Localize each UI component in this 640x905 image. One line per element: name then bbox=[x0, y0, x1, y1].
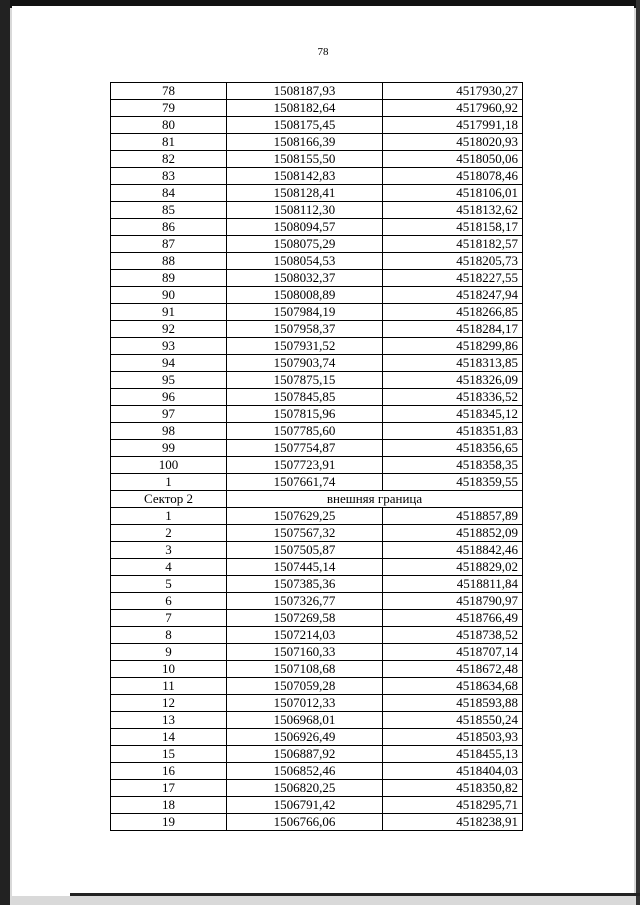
coord-x: 1507903,74 bbox=[227, 355, 383, 372]
table-row bbox=[111, 83, 523, 100]
table-row bbox=[111, 389, 523, 406]
table-row bbox=[111, 559, 523, 576]
coord-y: 4518404,03 bbox=[383, 763, 523, 780]
point-number: 1 bbox=[111, 474, 227, 491]
coord-x: 1508182,64 bbox=[227, 100, 383, 117]
point-number: 14 bbox=[111, 729, 227, 746]
table-row bbox=[111, 440, 523, 457]
coord-x: 1506968,01 bbox=[227, 712, 383, 729]
coord-x: 1507214,03 bbox=[227, 627, 383, 644]
point-number: 95 bbox=[111, 372, 227, 389]
coord-y: 4518359,55 bbox=[383, 474, 523, 491]
coord-y: 4517991,18 bbox=[383, 117, 523, 134]
point-number: 15 bbox=[111, 746, 227, 763]
point-number: 1 bbox=[111, 508, 227, 525]
coord-x: 1507505,87 bbox=[227, 542, 383, 559]
coord-x: 1507629,25 bbox=[227, 508, 383, 525]
coord-x: 1508112,30 bbox=[227, 202, 383, 219]
coord-y: 4518182,57 bbox=[383, 236, 523, 253]
table-row bbox=[111, 457, 523, 474]
point-number: 10 bbox=[111, 661, 227, 678]
point-number: 13 bbox=[111, 712, 227, 729]
page-number: 78 bbox=[317, 46, 329, 58]
coord-x: 1507845,85 bbox=[227, 389, 383, 406]
coord-y: 4517930,27 bbox=[383, 83, 523, 100]
table-row bbox=[111, 593, 523, 610]
coord-x: 1507984,19 bbox=[227, 304, 383, 321]
coord-y: 4518351,83 bbox=[383, 423, 523, 440]
table-row bbox=[111, 474, 523, 491]
coord-y: 4518811,84 bbox=[383, 576, 523, 593]
coord-x: 1507012,33 bbox=[227, 695, 383, 712]
coord-y: 4518284,17 bbox=[383, 321, 523, 338]
coord-y: 4518634,68 bbox=[383, 678, 523, 695]
coord-y: 4518078,46 bbox=[383, 168, 523, 185]
coord-x: 1507723,91 bbox=[227, 457, 383, 474]
table-row bbox=[111, 355, 523, 372]
coord-x: 1507269,58 bbox=[227, 610, 383, 627]
coord-x: 1506766,06 bbox=[227, 814, 383, 831]
scan-border-left bbox=[0, 0, 10, 905]
coord-x: 1507445,14 bbox=[227, 559, 383, 576]
point-number: 83 bbox=[111, 168, 227, 185]
coord-y: 4518227,55 bbox=[383, 270, 523, 287]
coord-y: 4518857,89 bbox=[383, 508, 523, 525]
coord-y: 4518132,62 bbox=[383, 202, 523, 219]
point-number: 93 bbox=[111, 338, 227, 355]
point-number: 18 bbox=[111, 797, 227, 814]
table-row bbox=[111, 729, 523, 746]
coord-y: 4517960,92 bbox=[383, 100, 523, 117]
coord-y: 4518238,91 bbox=[383, 814, 523, 831]
coord-y: 4518358,35 bbox=[383, 457, 523, 474]
coord-x: 1506852,46 bbox=[227, 763, 383, 780]
point-number: 6 bbox=[111, 593, 227, 610]
table-row bbox=[111, 746, 523, 763]
table-row bbox=[111, 100, 523, 117]
point-number: 80 bbox=[111, 117, 227, 134]
coord-y: 4518356,65 bbox=[383, 440, 523, 457]
coord-x: 1507326,77 bbox=[227, 593, 383, 610]
point-number: 98 bbox=[111, 423, 227, 440]
table-row bbox=[111, 678, 523, 695]
coord-x: 1508128,41 bbox=[227, 185, 383, 202]
coord-x: 1507567,32 bbox=[227, 525, 383, 542]
table-row bbox=[111, 202, 523, 219]
coord-x: 1507385,36 bbox=[227, 576, 383, 593]
coord-y: 4518766,49 bbox=[383, 610, 523, 627]
coord-x: 1506791,42 bbox=[227, 797, 383, 814]
coord-x: 1506820,25 bbox=[227, 780, 383, 797]
coord-y: 4518503,93 bbox=[383, 729, 523, 746]
coord-y: 4518842,46 bbox=[383, 542, 523, 559]
table-row bbox=[111, 627, 523, 644]
coord-x: 1508187,93 bbox=[227, 83, 383, 100]
coord-x: 1507931,52 bbox=[227, 338, 383, 355]
coord-x: 1508142,83 bbox=[227, 168, 383, 185]
point-number: 85 bbox=[111, 202, 227, 219]
scan-border-right bbox=[636, 0, 640, 905]
point-number: 17 bbox=[111, 780, 227, 797]
table-row bbox=[111, 780, 523, 797]
point-number: 81 bbox=[111, 134, 227, 151]
point-number: 2 bbox=[111, 525, 227, 542]
point-number: 3 bbox=[111, 542, 227, 559]
table-row bbox=[111, 134, 523, 151]
coord-y: 4518672,48 bbox=[383, 661, 523, 678]
coordinates-table bbox=[110, 82, 523, 831]
coord-y: 4518852,09 bbox=[383, 525, 523, 542]
point-number: 89 bbox=[111, 270, 227, 287]
coord-y: 4518313,85 bbox=[383, 355, 523, 372]
table-row bbox=[111, 168, 523, 185]
table-body-after bbox=[111, 508, 523, 831]
table-row bbox=[111, 610, 523, 627]
table-row bbox=[111, 542, 523, 559]
coord-x: 1508094,57 bbox=[227, 219, 383, 236]
point-number: 79 bbox=[111, 100, 227, 117]
point-number: 5 bbox=[111, 576, 227, 593]
point-number: 94 bbox=[111, 355, 227, 372]
coord-y: 4518247,94 bbox=[383, 287, 523, 304]
table-row bbox=[111, 763, 523, 780]
coord-x: 1508008,89 bbox=[227, 287, 383, 304]
coord-y: 4518336,52 bbox=[383, 389, 523, 406]
coord-y: 4518205,73 bbox=[383, 253, 523, 270]
coord-y: 4518299,86 bbox=[383, 338, 523, 355]
point-number: 11 bbox=[111, 678, 227, 695]
coord-x: 1506926,49 bbox=[227, 729, 383, 746]
table-row bbox=[111, 372, 523, 389]
point-number: 100 bbox=[111, 457, 227, 474]
table-row bbox=[111, 576, 523, 593]
table-row bbox=[111, 661, 523, 678]
coord-x: 1508054,53 bbox=[227, 253, 383, 270]
coord-x: 1507785,60 bbox=[227, 423, 383, 440]
point-number: 82 bbox=[111, 151, 227, 168]
coord-y: 4518326,09 bbox=[383, 372, 523, 389]
table-row bbox=[111, 185, 523, 202]
point-number: 7 bbox=[111, 610, 227, 627]
point-number: 88 bbox=[111, 253, 227, 270]
coord-x: 1507875,15 bbox=[227, 372, 383, 389]
table-row bbox=[111, 508, 523, 525]
table-row bbox=[111, 270, 523, 287]
point-number: 16 bbox=[111, 763, 227, 780]
coord-y: 4518829,02 bbox=[383, 559, 523, 576]
coord-x: 1507059,28 bbox=[227, 678, 383, 695]
table-row bbox=[111, 423, 523, 440]
coord-y: 4518455,13 bbox=[383, 746, 523, 763]
coord-y: 4518266,85 bbox=[383, 304, 523, 321]
table-row bbox=[111, 644, 523, 661]
point-number: 84 bbox=[111, 185, 227, 202]
point-number: 4 bbox=[111, 559, 227, 576]
coord-y: 4518707,14 bbox=[383, 644, 523, 661]
document-page bbox=[12, 6, 634, 896]
section-row bbox=[111, 491, 523, 508]
table-row bbox=[111, 219, 523, 236]
point-number: 86 bbox=[111, 219, 227, 236]
point-number: 97 bbox=[111, 406, 227, 423]
section-description: внешняя граница bbox=[227, 491, 523, 508]
point-number: 92 bbox=[111, 321, 227, 338]
section-header bbox=[111, 491, 523, 508]
coord-y: 4518790,97 bbox=[383, 593, 523, 610]
point-number: 78 bbox=[111, 83, 227, 100]
coord-y: 4518020,93 bbox=[383, 134, 523, 151]
table-row bbox=[111, 695, 523, 712]
point-number: 96 bbox=[111, 389, 227, 406]
table-row bbox=[111, 151, 523, 168]
table-body-before bbox=[111, 83, 523, 491]
coord-y: 4518550,24 bbox=[383, 712, 523, 729]
coord-x: 1508155,50 bbox=[227, 151, 383, 168]
coord-y: 4518106,01 bbox=[383, 185, 523, 202]
coord-y: 4518593,88 bbox=[383, 695, 523, 712]
coord-x: 1507661,74 bbox=[227, 474, 383, 491]
coord-x: 1506887,92 bbox=[227, 746, 383, 763]
coord-y: 4518345,12 bbox=[383, 406, 523, 423]
coord-x: 1507815,96 bbox=[227, 406, 383, 423]
coord-x: 1507108,68 bbox=[227, 661, 383, 678]
coord-x: 1508032,37 bbox=[227, 270, 383, 287]
table-row bbox=[111, 236, 523, 253]
table-row bbox=[111, 321, 523, 338]
section-label: Сектор 2 bbox=[111, 491, 227, 508]
point-number: 91 bbox=[111, 304, 227, 321]
point-number: 8 bbox=[111, 627, 227, 644]
point-number: 90 bbox=[111, 287, 227, 304]
coord-x: 1507754,87 bbox=[227, 440, 383, 457]
coord-x: 1508175,45 bbox=[227, 117, 383, 134]
table-row bbox=[111, 253, 523, 270]
coord-y: 4518738,52 bbox=[383, 627, 523, 644]
table-row bbox=[111, 797, 523, 814]
coord-x: 1507958,37 bbox=[227, 321, 383, 338]
coord-y: 4518050,06 bbox=[383, 151, 523, 168]
point-number: 99 bbox=[111, 440, 227, 457]
coord-y: 4518158,17 bbox=[383, 219, 523, 236]
table-row bbox=[111, 406, 523, 423]
point-number: 12 bbox=[111, 695, 227, 712]
table-row bbox=[111, 287, 523, 304]
coord-x: 1508166,39 bbox=[227, 134, 383, 151]
table-row bbox=[111, 712, 523, 729]
point-number: 19 bbox=[111, 814, 227, 831]
coord-x: 1507160,33 bbox=[227, 644, 383, 661]
coord-x: 1508075,29 bbox=[227, 236, 383, 253]
scan-border-bottom bbox=[70, 893, 640, 896]
table-row bbox=[111, 525, 523, 542]
coord-y: 4518350,82 bbox=[383, 780, 523, 797]
table-row bbox=[111, 338, 523, 355]
table-row bbox=[111, 814, 523, 831]
point-number: 9 bbox=[111, 644, 227, 661]
table-row bbox=[111, 304, 523, 321]
table-row bbox=[111, 117, 523, 134]
point-number: 87 bbox=[111, 236, 227, 253]
coord-y: 4518295,71 bbox=[383, 797, 523, 814]
